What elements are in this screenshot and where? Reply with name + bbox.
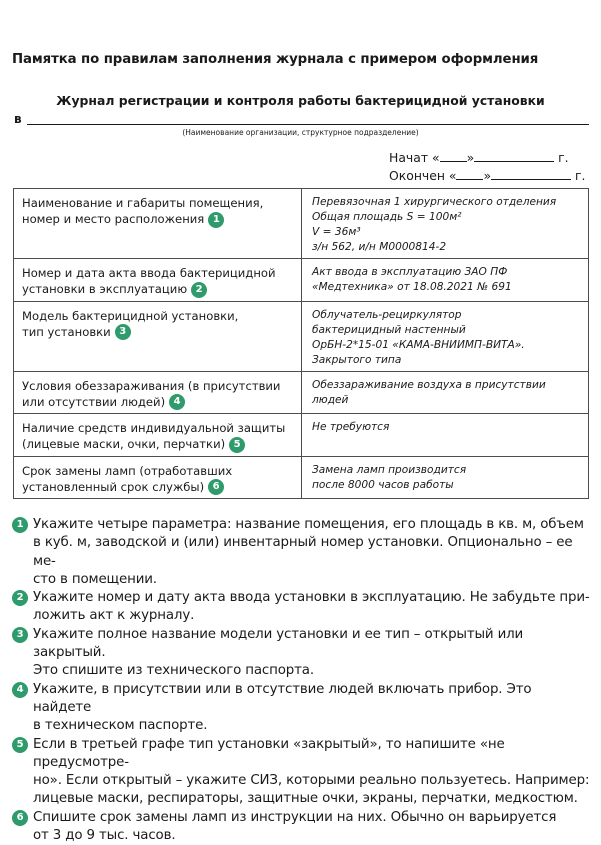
instruction-notes	[12, 516, 592, 845]
parameter-label-line: Модель бактерицидной установки,	[22, 308, 239, 323]
instruction-note	[12, 626, 592, 681]
journal-title: Журнал регистрации и контроля работы бактерицидной установки	[56, 93, 545, 108]
table-row	[14, 259, 589, 302]
parameter-label-line: Наличие средств индивидуальной защиты	[22, 421, 286, 435]
example-value-line: людей	[312, 393, 349, 406]
instruction-note-line: но». Если открытый – укажите СИЗ, которыми реально пользуетесь. Например:	[33, 773, 590, 789]
example-value-line: бактерицидный настенный	[312, 323, 466, 336]
instruction-note-line: в техническом паспорте.	[33, 718, 208, 734]
parameter-label-line: установленный срок службы)	[22, 479, 205, 494]
instruction-note-line: Это спишите из технического паспорта.	[33, 663, 314, 679]
instruction-note-line: Укажите номер и дату акта ввода установки в эксплуатацию. Не забудьте при-	[33, 590, 590, 606]
step-number-badge: 3	[12, 627, 28, 643]
example-value-line: Перевязочная 1 хирургического отделения	[312, 196, 557, 208]
date-ended-row	[389, 167, 585, 183]
example-value-line: Не требуются	[312, 421, 390, 433]
step-number-badge: 1	[208, 212, 224, 228]
instruction-note-line: Укажите полное название модели установки и ее тип – открытый или закрытый.	[33, 626, 524, 661]
parameter-label-line: Номер и дата акта ввода бактерицидной	[22, 266, 276, 280]
instruction-note	[12, 809, 592, 845]
date-started-month-blank	[474, 149, 554, 162]
step-number-badge: 2	[12, 590, 28, 606]
date-started-label: Начат «	[389, 150, 440, 165]
step-number-badge: 5	[229, 437, 245, 453]
step-number-badge: 3	[115, 324, 131, 340]
table-row	[14, 371, 589, 414]
example-value-cell	[302, 189, 589, 259]
table-row	[14, 301, 589, 371]
organization-caption: (Наименование организации, структурное подразделение)	[182, 128, 419, 137]
date-ended-label: Окончен «	[389, 168, 457, 183]
instruction-note-line: Укажите четыре параметра: название помещения, его площадь в кв. м, объем	[33, 517, 584, 532]
example-value-line: V = 36м³	[312, 226, 361, 238]
step-number-badge: 6	[208, 479, 224, 495]
step-number-badge: 5	[12, 737, 28, 753]
parameter-label-line: Срок замены ламп (отработавших	[22, 463, 233, 478]
parameter-label-cell	[14, 414, 302, 457]
date-ended-quote: »	[483, 168, 492, 183]
page-title: Памятка по правилам заполнения журнала с примером оформления	[12, 52, 539, 67]
instruction-note-line: Укажите, в присутствии или в отсутствие людей включать прибор. Это найдете	[33, 681, 532, 715]
instruction-note	[12, 736, 592, 809]
step-number-badge: 4	[12, 682, 28, 698]
example-value-cell	[302, 259, 589, 302]
instruction-note-line: Спишите срок замены ламп из инструкции на них. Обычно он варьируется	[33, 809, 557, 825]
parameter-label-line: Наименование и габариты помещения,	[22, 196, 264, 210]
example-value-line: Акт ввода в эксплуатацию ЗАО ПФ	[312, 266, 508, 278]
parameter-label-line: номер и место расположения	[22, 212, 205, 226]
step-number-badge: 1	[12, 517, 28, 533]
step-number-badge: 6	[12, 810, 28, 826]
parameter-label-cell	[14, 189, 302, 259]
date-ended-day-blank	[456, 167, 483, 180]
example-value-line: Обеззараживание воздуха в присутствии	[312, 378, 546, 391]
example-value-line: после 8000 часов работы	[312, 478, 454, 491]
instruction-note-line: ложить акт к журналу.	[33, 608, 195, 624]
example-value-line: Замена ламп производится	[312, 463, 467, 476]
parameter-label-line: тип установки	[22, 324, 111, 339]
parameter-label-cell	[14, 301, 302, 371]
example-value-cell	[302, 301, 589, 371]
table-row	[14, 414, 589, 457]
step-number-badge: 4	[169, 394, 185, 410]
example-value-cell	[302, 456, 589, 499]
instruction-note	[12, 589, 592, 626]
example-value-cell	[302, 371, 589, 414]
date-ended-month-blank	[491, 167, 571, 180]
organization-prefix: в	[14, 112, 22, 126]
example-value-line: ОрБН-2*15-01 «КАМА-ВНИИМП-ВИТА».	[312, 338, 525, 351]
parameter-label-line: Условия обеззараживания (в присутствии	[22, 378, 281, 393]
date-started-day-blank	[440, 149, 467, 162]
example-value-line: Облучатель-рециркулятор	[312, 308, 462, 321]
parameter-label-cell	[14, 259, 302, 302]
date-started-quote: »	[466, 150, 475, 165]
example-value-cell	[302, 414, 589, 457]
instruction-note-line: от 3 до 9 тыс. часов.	[33, 828, 176, 844]
journal-table	[13, 188, 589, 499]
instruction-note	[12, 681, 592, 736]
step-number-badge: 2	[191, 282, 207, 298]
example-value-line: «Медтехника» от 18.08.2021 № 691	[312, 281, 512, 293]
parameter-label-cell	[14, 371, 302, 414]
parameter-label-line: или отсутствии людей)	[22, 394, 166, 409]
example-value-line: з/н 562, и/н М0000814-2	[312, 241, 447, 253]
example-value-line: Общая площадь S = 100м²	[312, 211, 462, 223]
parameter-label-cell	[14, 456, 302, 499]
table-row	[14, 189, 589, 259]
instruction-note-line: в куб. м, заводской и (или) инвентарный номер установки. Опционально – ее ме-	[33, 535, 573, 569]
date-started-row	[389, 149, 569, 165]
date-started-year-suffix: г.	[558, 150, 569, 165]
instruction-note-line: Если в третьей графе тип установки «закрытый», то напишите «не предусмотре-	[33, 736, 505, 770]
table-row	[14, 456, 589, 499]
organization-field-line	[27, 124, 589, 125]
date-ended-year-suffix: г.	[575, 168, 586, 183]
instruction-note-line: лицевые маски, респираторы, защитные очки, экраны, перчатки, медкостюм.	[33, 791, 578, 807]
example-value-line: Закрытого типа	[312, 353, 402, 366]
parameter-label-line: (лицевые маски, очки, перчатки)	[22, 437, 226, 451]
instruction-note	[12, 516, 592, 589]
instruction-note-line: сто в помещении.	[33, 571, 157, 587]
parameter-label-line: установки в эксплуатацию	[22, 282, 188, 296]
